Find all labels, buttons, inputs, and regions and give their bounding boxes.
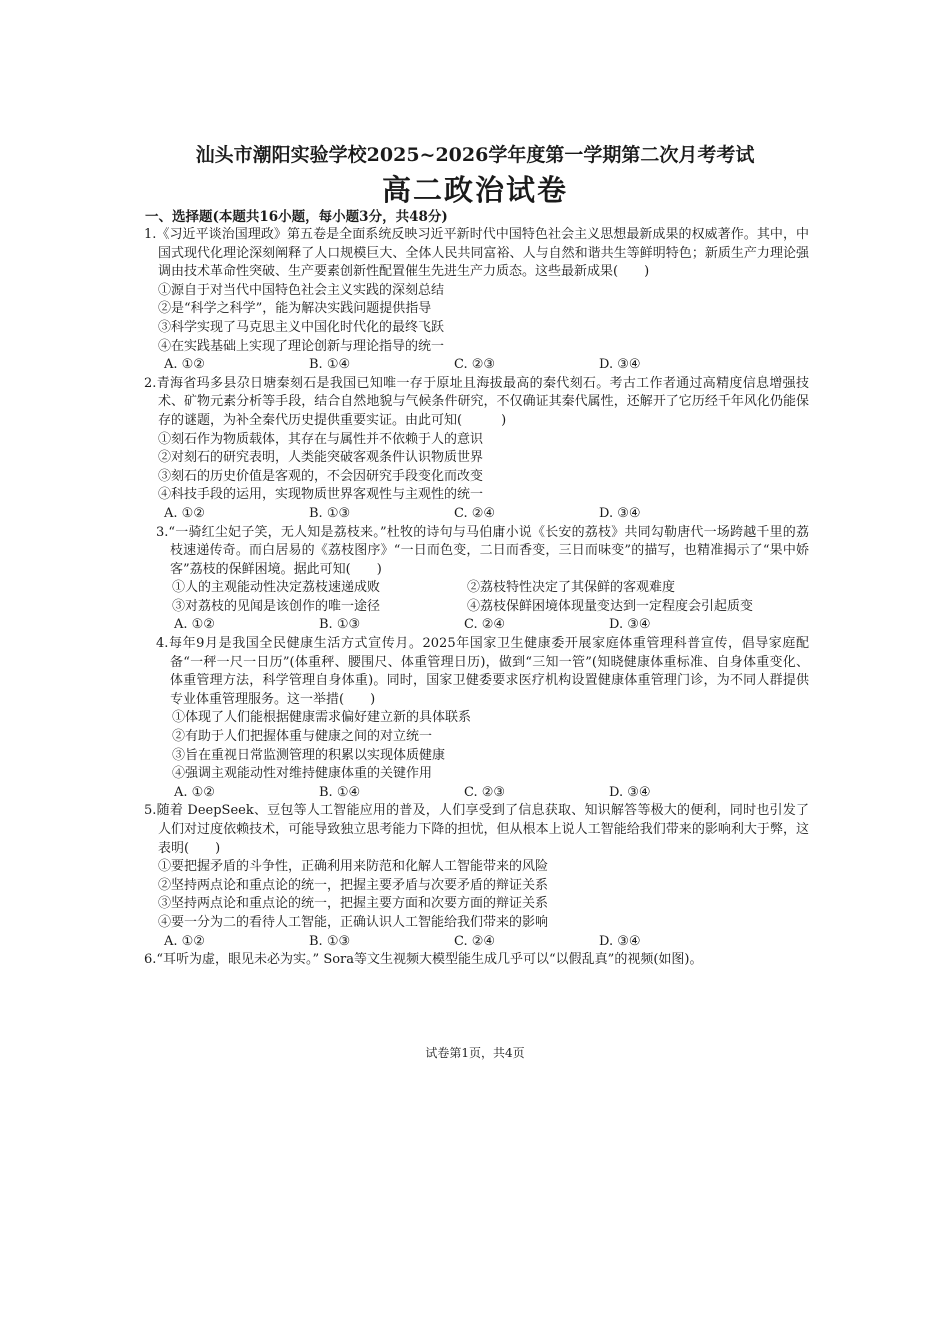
option-c: C. ②④ [464,617,506,633]
question-stem: 3.“一骑红尘妃子笑，无人知是荔枝来。”杜牧的诗句与马伯庸小说《长安的荔枝》共同勾勒唐代一场跨越千里的荔枝速递传奇。而白居易的《荔枝图序》“一日而色变，二日而香变，三日而味变”的描写，也精准揭示了“果中娇客”荔枝的保鲜困境。据此可知( ) [156,524,809,577]
statement: ④要一分为二的看待人工智能，正确认识人工智能给我们带来的影响 [158,914,549,930]
statement: ④强调主观能动性对维持健康体重的关键作用 [172,766,433,782]
question-3 [144,524,809,636]
option-a: A. ①② [164,357,205,373]
answer-options [144,784,809,803]
option-c: C. ②③ [454,357,496,373]
statement: ④科技手段的运用，实现物质世界客观性与主观性的统一 [158,487,484,503]
question-stem: 6.“耳听为虚，眼见未必为实。” Sora等文生视频大模型能生成几乎可以“以假乱真”的视频(如图)。 [144,952,703,968]
statement: ①要把握矛盾的斗争性，正确利用来防范和化解人工智能带来的风险 [158,859,549,875]
option-c: C. ②④ [454,505,496,521]
question-stem: 2.青海省玛多县尕日塘秦刻石是我国已知唯一存于原址且海拔最高的秦代刻石。考古工作者通过高精度信息增强技术、矿物元素分析等手段，结合自然地貌与气候条件研究，不仅确证其秦代属性，还解开了它历经千年风化仍能保存的谜题，为补全秦代历史提供重要实证。由此可知( ) [144,375,809,428]
option-d: D. ③④ [599,505,641,521]
option-a: A. ①② [174,617,215,633]
answer-options [144,505,809,524]
question-6 [144,951,809,970]
statement: ①体现了人们能根据健康需求偏好建立新的具体联系 [172,710,472,726]
option-d: D. ③④ [609,617,651,633]
option-a: A. ①② [164,933,205,949]
option-a: A. ①② [164,505,205,521]
option-c: C. ②③ [464,784,506,800]
statement-row [144,579,809,598]
statement: ②是“科学之科学”，能为解决实践问题提供指导 [158,301,432,317]
subject-title: 高二政治试卷 [381,173,568,207]
question-stem: 5.随着 DeepSeek、豆包等人工智能应用的普及，人们享受到了信息获取、知识解答等极大的便利，同时也引发了人们对过度依赖技术，可能导致独立思考能力下降的担忧，但从根本上说人工智能给我们带来的影响利大于弊，这表明( ) [144,803,809,856]
questions-area [144,226,809,970]
option-b: B. ①③ [309,933,351,949]
question-2 [144,375,809,524]
statement: ③对荔枝的见闻是该创作的唯一途径 [172,598,381,614]
statement: ③科学实现了马克思主义中国化时代化的最终飞跃 [158,319,445,335]
statement: ②坚持两点论和重点论的统一，把握主要矛盾与次要矛盾的辩证关系 [158,877,549,893]
statement: ②有助于人们把握体重与健康之间的对立统一 [172,729,433,745]
option-a: A. ①② [174,784,215,800]
statement: ①人的主观能动性决定荔枝速递成败 [172,580,381,596]
statement-row [144,598,809,617]
question-stem: 4.每年9月是我国全民健康生活方式宣传月。2025年国家卫生健康委开展家庭体重管理科普宣传，倡导家庭配备“一秤一尺一日历”(体重秤、腰围尺、体重管理日历)，做到“三知一管”(知晓健康体重标准、自身体重变化、体重管理方法，科学管理自身体重)。同时，国家卫健委要求医疗机构设置健康体重管理门诊，为不同人群提供专业体重管理服务。这一举措( ) [156,636,809,707]
statement: ①源自于对当代中国特色社会主义实践的深刻总结 [158,282,445,298]
question-stem: 1.《习近平谈治国理政》第五卷是全面系统反映习近平新时代中国特色社会主义思想最新成果的权威著作。其中，中国式现代化理论深刻阐释了人口规模巨大、全体人民共同富裕、人与自然和谐共生等鲜明特色；新质生产力理论强调由技术革命性突破、生产要素创新性配置催生先进生产力质态。这些最新成果( ) [144,227,809,280]
question-4 [144,635,809,802]
statement: ③旨在重视日常监测管理的积累以实现体质健康 [172,747,446,763]
statement: ④荔枝保鲜困境体现量变达到一定程度会引起质变 [467,598,754,614]
statement: ③坚持两点论和重点论的统一，把握主要方面和次要方面的辩证关系 [158,896,549,912]
statement: ④在实践基础上实现了理论创新与理论指导的统一 [158,338,445,354]
statement: ①刻石作为物质载体，其存在与属性并不依赖于人的意识 [158,431,484,447]
option-b: B. ①③ [309,505,351,521]
option-b: B. ①④ [309,357,351,373]
section-heading: 一、选择题(本题共16小题，每小题3分，共48分) [145,209,448,225]
answer-options [144,356,809,375]
statement: ②对刻石的研究表明，人类能突破客观条件认识物质世界 [158,450,484,466]
option-b: B. ①③ [319,617,361,633]
option-b: B. ①④ [319,784,361,800]
answer-options [144,616,809,635]
question-5 [144,802,809,951]
option-d: D. ③④ [609,784,651,800]
answer-options [144,933,809,952]
page-footer: 试卷第1页，共4页 [425,1046,525,1060]
school-title: 汕头市潮阳实验学校2025~2026学年度第一学期第二次月考考试 [195,144,755,166]
option-d: D. ③④ [599,357,641,373]
statement: ③刻石的历史价值是客观的，不会因研究手段变化而改变 [158,468,484,484]
option-c: C. ②④ [454,933,496,949]
question-1 [144,226,809,375]
statement: ②荔枝特性决定了其保鲜的客观难度 [467,580,676,596]
option-d: D. ③④ [599,933,641,949]
